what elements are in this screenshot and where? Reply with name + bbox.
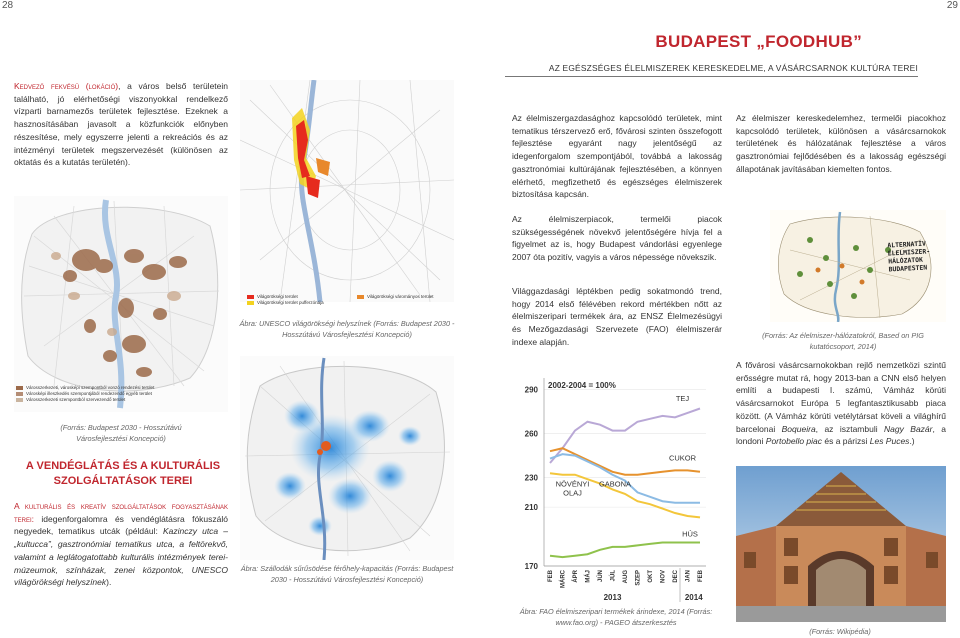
section-lead: A kulturális és kreatív szolgáltatások fogyasztásának terei: [14,501,228,524]
series-label: TEJ [675,393,690,403]
mid-col-p2: Az élelmiszerpiacok, termelői piacok szükségességének növekvő jelentőségére hívja fel a figyelmet az is, hogy Budapest vándorlási egyenlege 2007 óta pozitív, vagyis a város népessége növekszik. [512,214,722,263]
legend-label: Világörökségi terület [257,294,298,299]
intro-body: , a város belső területein található, jó elérhetőségi viszonyokkal rendelkező vízparti barnamezős területek fejlesztése. Ezeknek a hasznosításában javasolt a közfunkciók előnyben részesítése, mely egyszerre jelenti a rekreációs és az intézményi területek megszervezését (különösen az oktatás és a kutatás területén). [14,81,228,168]
series-label: HÚS [682,529,698,539]
legend-label: Városképi illeszkedés szempontjából rendezendő egyéb terület [26,391,152,396]
map-hotels-caption: Ábra: Szállodák sűrűsödése férőhely-kapacitás (Forrás: Budapest 2030 - Hosszútávú Városfejlesztési Koncepció) [240,564,454,584]
x-tick-label: JAN [685,570,692,583]
map-unesco-graphic [240,80,454,302]
series-label: CUKOR [668,453,697,463]
map-brownfield [14,196,228,412]
section-title-hospitality: A VENDÉGLÁTÁS ÉS A KULTURÁLIS SZOLGÁLTATÁSOK TEREI [25,460,221,487]
legend-swatch [16,386,23,390]
x-tick-label: MÁJ [585,570,592,583]
market-hall-graphic [736,466,946,622]
map-unesco [240,80,454,302]
page-title: BUDAPEST „FOODHUB” [655,32,862,51]
map-brownfield-graphic [14,196,228,412]
chart-fao [510,370,725,606]
right-col-p2 [736,359,946,448]
map-hotels [240,356,454,560]
x-tick-label: DEC [673,570,679,583]
series-label: NÖVÉNYI [555,479,590,489]
legend-label: Városszerkezeti szempontból szervezendő terület [26,397,126,402]
legend-swatch [357,295,364,299]
y-tick-label: 210 [524,503,538,513]
x-tick-label: OKT [648,570,654,583]
legend-swatch [16,392,23,396]
y-tick-label: 290 [524,385,538,395]
x-tick-label: MÁRC [560,570,567,588]
sketch-map-title: ALTERNATÍV ÉLELMISZER-HÁLÓZATOK BUDAPESTEN [887,239,931,274]
legend-row [247,300,357,306]
chart-fao-svg [510,370,725,606]
market-hall-photo [736,466,946,622]
legend-row [357,294,447,300]
series-label: OLAJ [563,488,582,498]
x-tick-label: ÁPR [573,570,579,583]
y-tick-label: 260 [524,429,538,439]
year-label: 2014 [684,593,703,602]
x-tick-label: FEB [548,570,554,582]
series-label: GABONA [598,479,632,489]
right-p2-text: és a párizsi [822,436,870,447]
page-subtitle: AZ EGÉSZSÉGES ÉLELMISZEREK KERESKEDELME, A VÁSÁRCSARNOK KULTÚRA TEREI [548,63,918,73]
market-hall-caption: (Forrás: Wikipédia) [809,627,871,636]
right-p2-text: A fővárosi vásárcsarnokokban rejlő nemzetközi szintű erősségre mutat rá, hogy 2013-ban a CNN első helyen említi a budapesti I. számú, Vámház körúti vásárcsarnokot Európa 5 legfantasztikusabb piaca között. (A Vámház körúti vetélytársat köveli a világhírű barcelonai [736,360,946,434]
legend-swatch [16,398,23,402]
section-hospitality-text [14,500,228,589]
x-tick-label: JÚL [610,570,617,582]
legend-swatch [247,301,254,305]
map-brownfield-caption: (Forrás: Budapest 2030 - Hosszútávú Városfejlesztési Koncepció) [60,423,182,443]
page-number-left: 28 [2,0,14,11]
legend-row [16,397,154,403]
right-p2-text: .) [909,436,915,447]
year-label: 2013 [603,593,622,602]
x-tick-label: NOV [660,570,667,584]
mid-col-p3: Világgazdasági léptékben pedig sokatmondó trend, hogy 2014 első félévében rekord mértékben nőtt az élelmiszeripari termékek ára, az ENSZ Élelmezésügyi és Mezőgazdasági Szervezete (FAO) élelmiszerár indexe alapján. [512,286,722,347]
sketch-map-caption: (Forrás: Az élelmiszer-hálózatokról, Based on PIG kutatócsoport, 2014) [762,331,924,351]
right-p2-text: , a londoni [736,423,946,447]
mid-col-p1: Az élelmiszergazdasághoz kapcsolódó területek, mint tematikus térszervező erő, fővárosi szinten összefogott fejlesztése egyaránt nagy jelentőségű az idegenforgalom szempontjából, továbbá a lakosság gasztronómiai kultúrájának fejlesztésében, a könnyen elérhető, megfizethető és egészséges élelmiszerek biztosítása kapcsán. [512,113,722,200]
section-body-end: ). [106,577,112,588]
legend-swatch [247,295,254,299]
map-brownfield-legend [16,385,154,403]
x-tick-label: SZEP [635,570,642,586]
section-body-italic: Kazinczy utca – „kultucca”, gasztronómiai tematikus utca, a feltörekvő, valamint a leglátogatottabb kulturális intézmények terei- múzeumok, színházak, zenei központok, UNESCO világörökségi helyszínek [14,526,228,588]
y-tick-label: 170 [524,562,538,571]
x-tick-label: AUG [623,570,629,584]
legend-label: Világörökségi terület pufferzónája [257,300,324,305]
right-col-p1: Az élelmiszer kereskedelemhez, termelői piacokhoz kapcsolódó területek, különösen a vásárcsarnokok területének és hálózatának fejlesztése a város gasztronómiai fejlődésében és a lakosság egészségi állapotának javításában kiemelten fontos. [736,113,946,174]
sketch-map [770,210,946,322]
right-p2-italic: Portobello piac [765,436,823,447]
legend-label: Világörökségi várományos terület [367,294,434,299]
left-intro-text [14,80,228,169]
section-body: idegenforgalomra és vendéglátásra fókuszáló negyedek, tematikus utcák (például: [14,513,228,537]
header-divider [505,76,918,77]
x-tick-label: JÚN [598,570,604,583]
right-p2-italic: Boqueira [781,423,816,434]
series-line [550,542,700,557]
y-tick-label: 230 [524,473,538,483]
chart-title: 2002-2004 = 100% [548,381,616,390]
x-tick-label: FEB [698,570,704,582]
legend-label: Városszerkezeti, városképi szempontból vonzó rendezési terület [26,385,155,390]
right-p2-text: , az isztambuli [815,423,885,434]
right-p2-italic: Les Puces [869,436,910,447]
right-p2-italic: Nagy Bazár [884,423,933,434]
map-hotels-graphic [240,356,454,560]
map-unesco-legend [247,294,449,306]
page-number-right: 29 [946,0,958,11]
intro-lead: Kedvező fekvésű (lokáció) [14,81,119,91]
chart-fao-caption: Ábra: FAO élelmiszeripari termékek árindexe, 2014 (Forrás: www.fao.org) - PAGEO átszerkesztés [519,607,713,627]
map-unesco-caption: Ábra: UNESCO világörökségi helyszínek (Forrás: Budapest 2030 - Hosszútávú Városfejlesztési Koncepció) [239,319,455,339]
